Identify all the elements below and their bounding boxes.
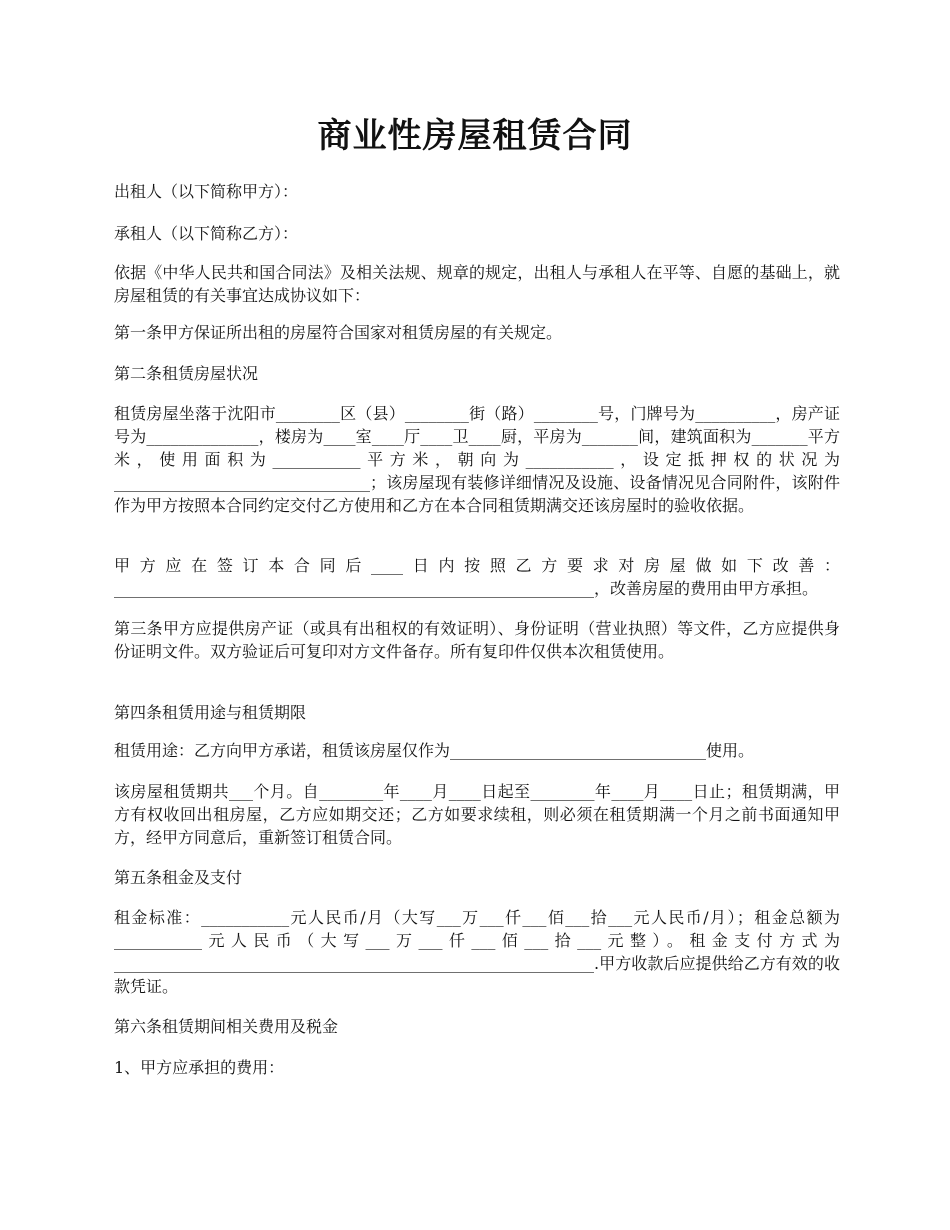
improvement-paragraph: 甲方应在签订本合同后____日内按照乙方要求对房屋做如下改善：____________________________________________________________，改善房屋的费用由甲方承担。 (114, 556, 840, 598)
article-5-heading: 第五条租金及支付 (114, 868, 243, 887)
lessee-line: 承租人（以下简称乙方）： (114, 224, 299, 243)
article-3-paragraph: 第三条甲方应提供房产证（或具有出租权的有效证明）、身份证明（营业执照）等文件，乙方应提供身份证明文件。双方验证后可复印对方文件备存。所有复印件仅供本次租赁使用。 (114, 619, 840, 661)
lessor-line: 出租人（以下简称甲方）： (114, 182, 299, 201)
document-title: 商业性房屋租赁合同 (317, 116, 633, 156)
preamble-paragraph: 依据《中华人民共和国合同法》及相关法规、规章的规定，出租人与承租人在平等、自愿的基础上，就房屋租赁的有关事宜达成协议如下： (114, 263, 840, 305)
article-1-paragraph: 第一条甲方保证所出租的房屋符合国家对租赁房屋的有关规定。 (114, 323, 563, 342)
rent-payment-paragraph: 租金标准：___________元人民币/月（大写___万___仟___佰___拾___元人民币/月）；租金总额为___________元人民币（大写___万___仟___佰___拾___元整）。租金支付方式为____________________________________________________________.甲方收款后应提供给乙方有效的收款凭证。 (114, 908, 840, 996)
lease-term-paragraph: 该房屋租赁期共___个月。自________年____月____日起至________年____月____日止；租赁期满，甲方有权收回出租房屋，乙方应如期交还；乙方如要求续租，则必须在租赁期满一个月之前书面通知甲方，经甲方同意后，重新签订租赁合同。 (114, 782, 840, 847)
article-4-heading: 第四条租赁用途与租赁期限 (114, 703, 307, 722)
article-6-heading: 第六条租赁期间相关费用及税金 (114, 1017, 339, 1036)
premises-description-paragraph: 租赁房屋坐落于沈阳市________区（县）________街（路）________号，门牌号为__________，房产证号为______________，楼房为____室____厅____卫____厨，平房为_______间，建筑面积为_______平方米，使用面积为___________平方米，朝向为___________，设定抵押权的状况为________________________________；该房屋现有装修详细情况及设施、设备情况见合同附件，该附件作为甲方按照本合同约定交付乙方使用和乙方在本合同租赁期满交还该房屋时的验收依据。 (114, 404, 840, 515)
lessor-costs-item: 1、甲方应承担的费用： (114, 1058, 285, 1077)
article-2-heading: 第二条租赁房屋状况 (114, 364, 259, 383)
lease-purpose-paragraph: 租赁用途：乙方向甲方承诺，租赁该房屋仅作为________________________________使用。 (114, 741, 755, 760)
